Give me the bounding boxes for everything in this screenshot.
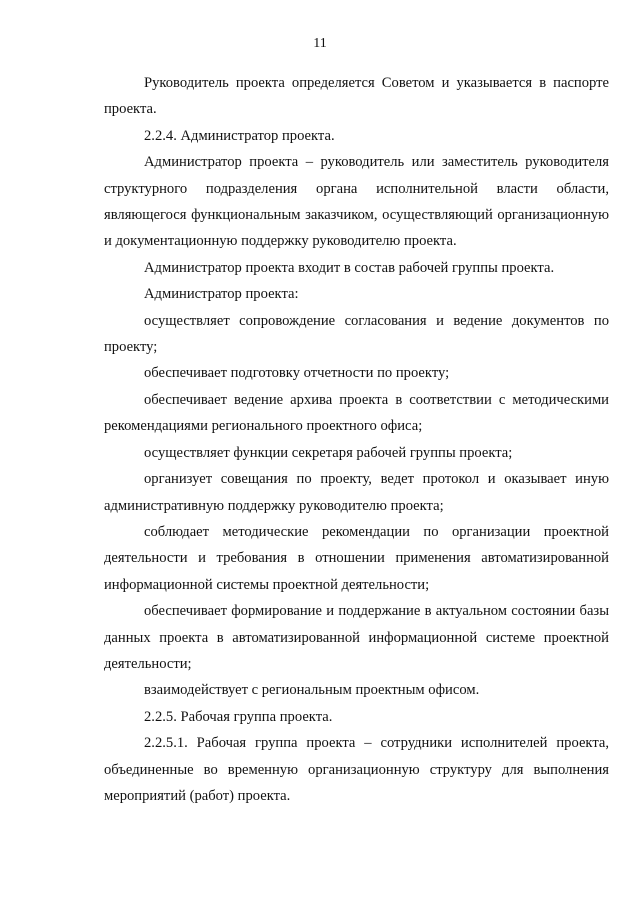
duty-item: обеспечивает формирование и поддержание в актуальном состоянии базы данных проекта в автоматизированной информационной системе проектной деятельности; — [104, 603, 609, 672]
duty-item: организует совещания по проекту, ведет протокол и оказывает иную административную поддержку руководителю проекта; — [104, 471, 609, 514]
paragraph-administrator-definition: Администратор проекта – руководитель или заместитель руководителя структурного подразделения органа исполнительной власти области, являющегося функциональным заказчиком, осуществляющий организационную и документационную поддержку руководителю проекта. — [104, 154, 609, 250]
page-number: 11 — [313, 36, 327, 51]
duty-item: соблюдает методические рекомендации по организации проектной деятельности и требования в отношении применения автоматизированной информационной системы проектной деятельности; — [104, 523, 609, 593]
duty-item: обеспечивает ведение архива проекта в соответствии с методическими рекомендациями регионального проектного офиса; — [104, 391, 609, 435]
document-body — [104, 70, 609, 809]
duty-item: обеспечивает подготовку отчетности по проекту; — [144, 365, 450, 382]
duty-item: взаимодействует с региональным проектным офисом. — [144, 682, 480, 699]
paragraph-project-leader: Руководитель проекта определяется Советом и указывается в паспорте проекта. — [104, 75, 609, 118]
paragraph-working-group-definition: 2.2.5.1. Рабочая группа проекта – сотрудники исполнителей проекта, объединенные во временную организационную структуру для выполнения мероприятий (работ) проекта. — [104, 735, 609, 804]
duty-item: осуществляет функции секретаря рабочей группы проекта; — [144, 444, 513, 461]
duty-item: осуществляет сопровождение согласования и ведение документов по проекту; — [104, 312, 609, 356]
paragraph-administrator-membership: Администратор проекта входит в состав рабочей группы проекта. — [144, 259, 555, 276]
section-heading-2-2-5: 2.2.5. Рабочая группа проекта. — [144, 708, 333, 725]
paragraph-administrator-duties-intro: Администратор проекта: — [144, 286, 299, 303]
section-heading-2-2-4: 2.2.4. Администратор проекта. — [144, 127, 335, 144]
